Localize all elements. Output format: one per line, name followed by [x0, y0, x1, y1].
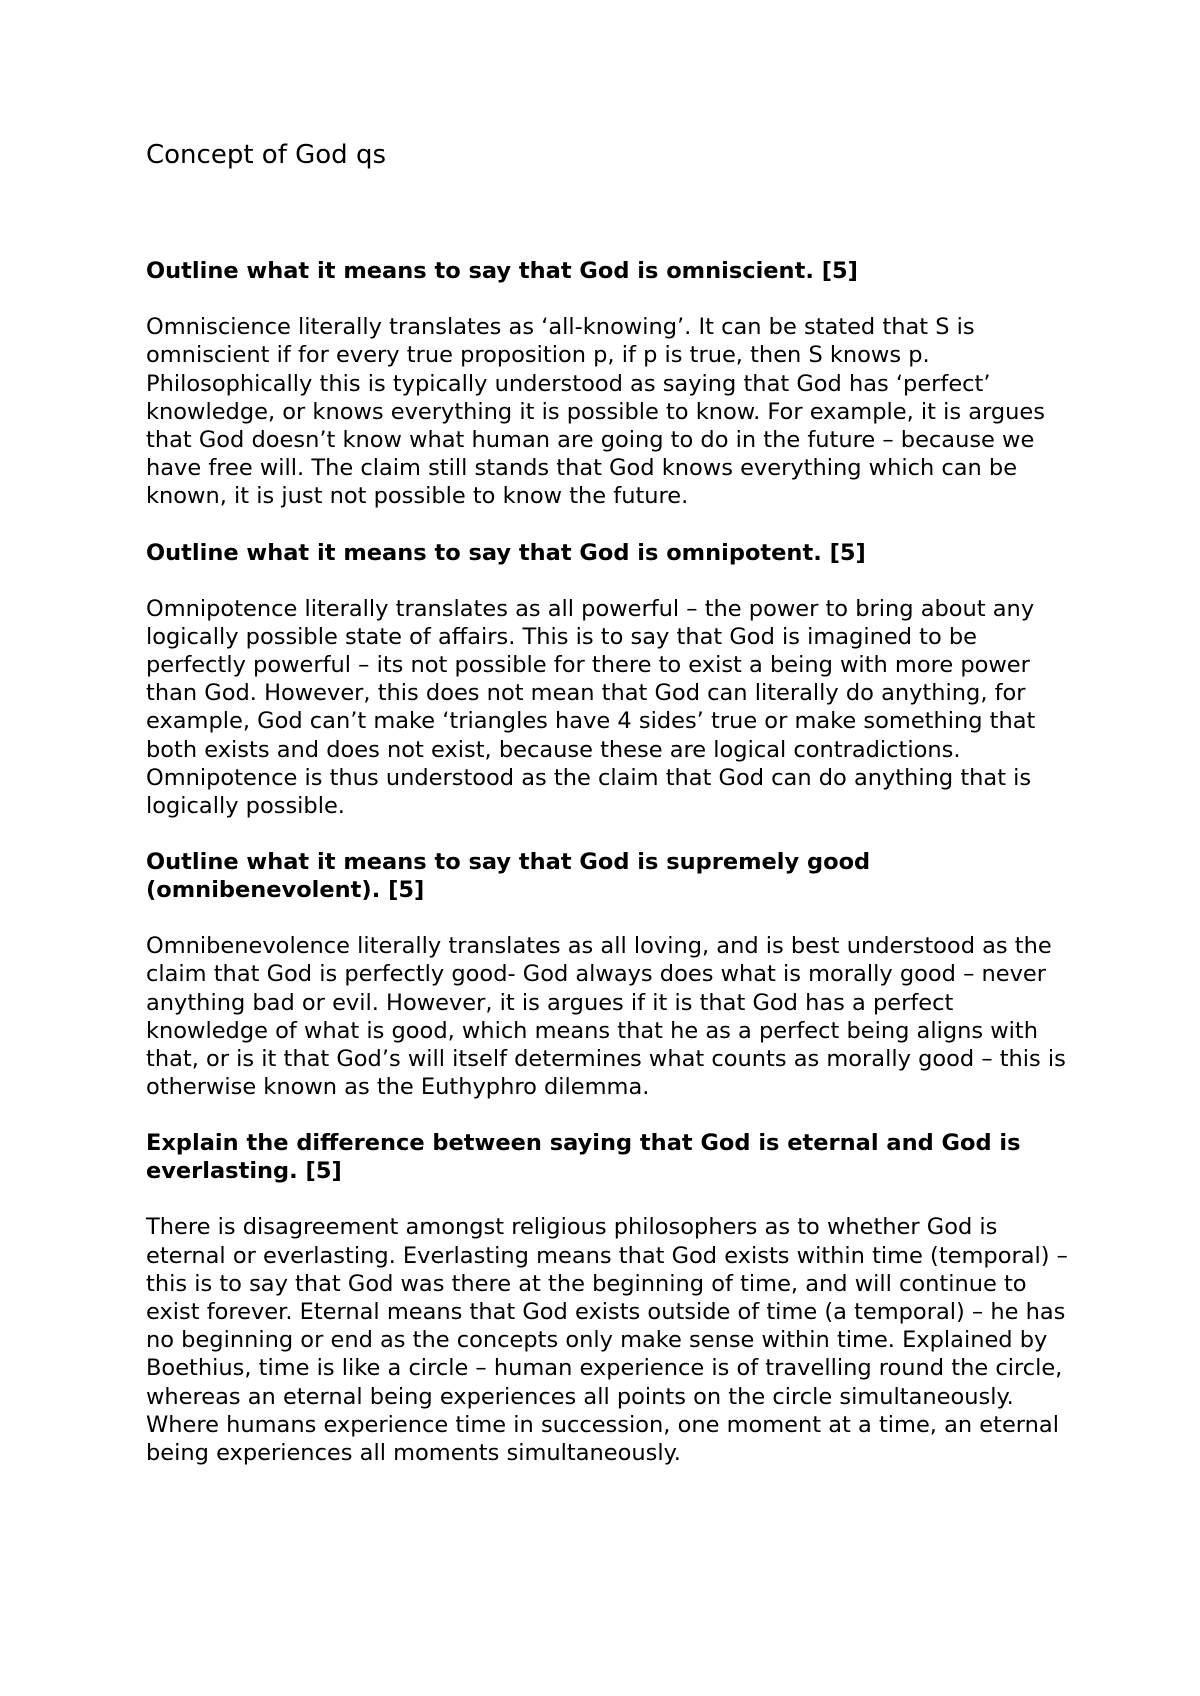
question-heading: Outline what it means to say that God is omnipotent. [5] — [146, 539, 866, 566]
section-omniscient — [146, 257, 1076, 510]
section-omnipotent — [146, 539, 1076, 821]
question-heading: Outline what it means to say that God is omniscient. [5] — [146, 258, 858, 285]
answer-paragraph: Omnipotence literally translates as all powerful – the power to bring about any logically possible state of affairs. This is to say that God is imagined to be perfectly powerful – its not possible for there to exist a being with more power than God. However, this does not mean that God can literally do anything, for example, God can’t make ‘triangles have 4 sides’ true or make something that both exists and does not exist, because these are logical contradictions. Omnipotence is thus understood as the claim that God can do anything that is logically possible. — [146, 595, 1036, 820]
answer-paragraph: Omniscience literally translates as ‘all-knowing’. It can be stated that S is omniscient if for every true proposition p, if p is true, then S knows p. Philosophically this is typically understood as saying that God has ‘perfect’ knowledge, or knows everything it is possible to know. For example, it is argues that God doesn’t know what human are going to do in the future – because we have free will. The claim still stands that God knows everything which can be known, it is just not possible to know the future. — [146, 314, 1045, 510]
answer-paragraph: There is disagreement amongst religious philosophers as to whether God is eternal or everlasting. Everlasting means that God exists within time (temporal) – this is to say that God was there at the beginning of time, and will continue to exist forever. Eternal means that God exists outside of time (a temporal) – he has no beginning or end as the concepts only make sense within time. Explained by Boethius, time is like a circle – human experience is of travelling round the circle, whereas an eternal being experiences all points on the circle simultaneously. Where humans experience time in succession, one moment at a time, an eternal being experiences all moments simultaneously. — [146, 1214, 1068, 1467]
question-heading: Outline what it means to say that God is supremely good (omnibenevolent). [5] — [146, 849, 871, 904]
document-title: Concept of God qs — [146, 140, 386, 170]
section-omnibenevolent — [146, 848, 1076, 1101]
answer-paragraph: Omnibenevolence literally translates as all loving, and is best understood as the claim that God is perfectly good- God always does what is morally good – never anything bad or evil. However, it is argues if it is that God has a perfect knowledge of what is good, which means that he as a perfect being aligns with that, or is it that God’s will itself determines what counts as morally good – this is otherwise known as the Euthyphro dilemma. — [146, 933, 1066, 1101]
question-heading: Explain the difference between saying that God is eternal and God is everlasting. [5] — [146, 1130, 1021, 1185]
section-eternal-everlasting — [146, 1129, 1076, 1467]
document-page — [146, 140, 1076, 1495]
